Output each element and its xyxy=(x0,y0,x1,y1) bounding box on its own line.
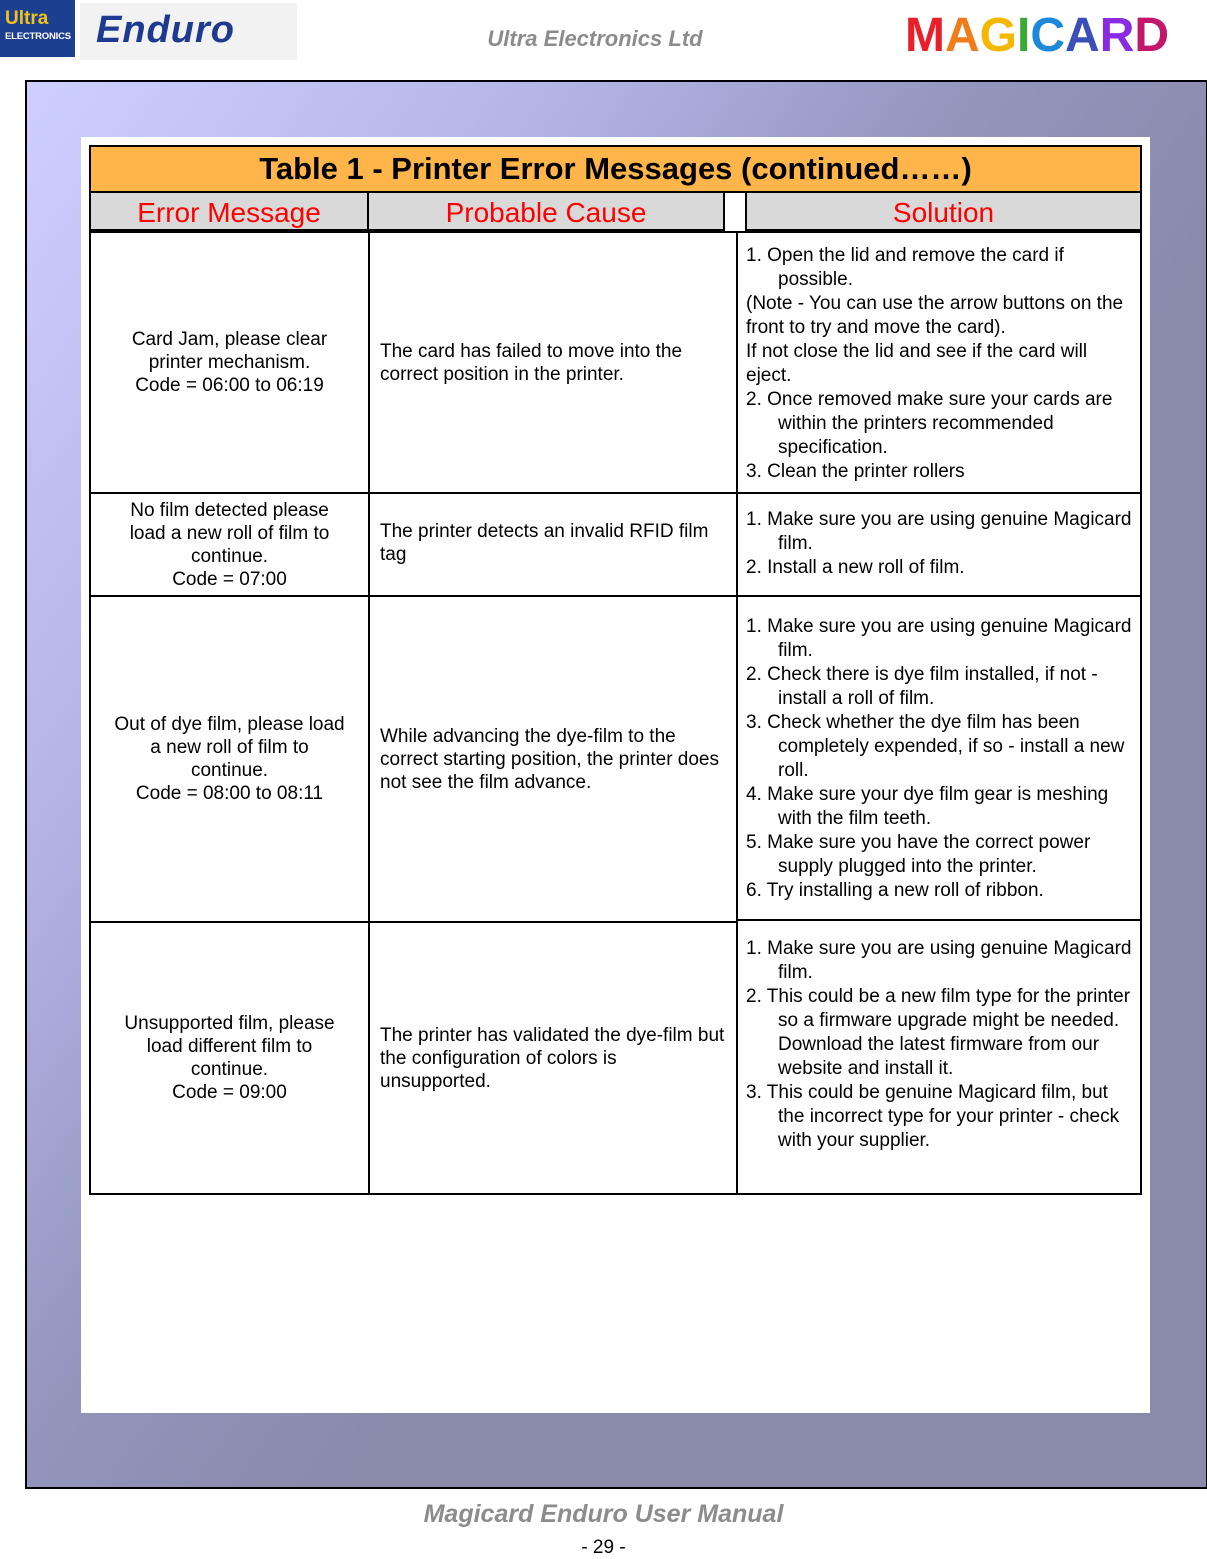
error-line: Code = 09:00 xyxy=(172,1082,287,1103)
solution-step: 6. Try installing a new roll of ribbon. xyxy=(746,880,1044,901)
solution-step: 2. Install a new roll of film. xyxy=(746,557,965,578)
error-line: load a new roll of film to xyxy=(129,522,330,544)
error-line: Card Jam, please clear xyxy=(131,329,328,350)
enduro-logo xyxy=(80,3,297,60)
table-row-4-error xyxy=(89,921,370,1195)
solution-step: 3. Clean the printer rollers xyxy=(746,461,965,482)
table-row-3-solution xyxy=(736,595,1142,921)
enduro-logo-text: Enduro xyxy=(96,9,235,51)
table-row-4-solution xyxy=(736,919,1142,1195)
solution-step: 1. Make sure you are using genuine Magicard film. xyxy=(746,938,1132,983)
solution-note: (Note - You can use the arrow buttons on the front to try and move the card). xyxy=(746,293,1124,338)
error-line: No film detected please xyxy=(130,499,329,521)
error-line: continue. xyxy=(190,545,269,567)
table-row-2-solution xyxy=(736,492,1142,597)
cause-text: The card has failed to move into the correct position in the printer. xyxy=(380,340,683,385)
solution-step: 5. Make sure you have the correct power supply plugged into the printer. xyxy=(746,832,1091,877)
magicard-logo-letter: D xyxy=(1134,9,1170,62)
col-header-solution: Solution xyxy=(745,191,1142,231)
magicard-logo-letter: M xyxy=(905,9,945,62)
magicard-logo-letter: A xyxy=(1065,9,1100,62)
error-line: Code = 07:00 xyxy=(172,568,287,590)
table-row-1-error xyxy=(89,231,370,494)
col-header-probable-cause: Probable Cause xyxy=(367,191,725,231)
solution-step: 2. This could be a new film type for the printer so a firmware upgrade might be needed. Download the latest firmware from our website and install it. xyxy=(746,986,1131,1079)
error-line: Code = 06:00 to 06:19 xyxy=(135,375,324,396)
error-line: Code = 08:00 to 08:11 xyxy=(135,783,324,804)
page-number: - 29 - xyxy=(581,1537,626,1558)
table-row-3-cause xyxy=(368,595,738,923)
solution-step: 4. Make sure your dye film gear is meshing with the film teeth. xyxy=(746,784,1109,829)
table-row-1-solution xyxy=(736,231,1142,494)
solution-step: 2. Once removed make sure your cards are within the printers recommended specification. xyxy=(746,389,1113,458)
table-row-2-cause xyxy=(368,492,738,597)
error-line: Out of dye film, please load xyxy=(114,714,345,735)
ultra-electronics-logo xyxy=(0,0,75,57)
solution-step: 1. Make sure you are using genuine Magicard film. xyxy=(746,509,1132,554)
col-header-error-message: Error Message xyxy=(89,191,369,231)
table-row-1-cause xyxy=(368,231,738,494)
solution-step: 1. Make sure you are using genuine Magicard film. xyxy=(746,616,1132,661)
magicard-logo-letter: R xyxy=(1099,9,1135,62)
solution-step: 1. Open the lid and remove the card if possible. xyxy=(746,245,1064,290)
solution-step: 3. Check whether the dye film has been completely expended, if so - install a new roll. xyxy=(746,712,1125,781)
magicard-logo-letter: I xyxy=(1017,9,1031,62)
error-line: continue. xyxy=(190,1059,269,1080)
error-line: Unsupported film, please xyxy=(124,1013,335,1034)
error-line: a new roll of film to xyxy=(150,737,309,758)
table-title: Table 1 - Printer Error Messages (continued……) xyxy=(89,145,1142,193)
ultra-logo-line1: Ultra xyxy=(5,8,49,29)
error-line: load different film to xyxy=(146,1036,313,1057)
cause-text: The printer detects an invalid RFID film tag xyxy=(380,521,709,565)
table-row-2-error xyxy=(89,492,370,597)
magicard-logo-letter: A xyxy=(944,9,980,62)
cause-text: While advancing the dye-film to the correct starting position, the printer does not see the film advance. xyxy=(380,725,720,793)
solution-note: If not close the lid and see if the card will eject. xyxy=(746,341,1088,386)
error-line: printer mechanism. xyxy=(148,352,311,373)
solution-step: 3. This could be genuine Magicard film, but the incorrect type for your printer - check with your supplier. xyxy=(746,1082,1120,1151)
solution-step: 2. Check there is dye film installed, if not - install a roll of film. xyxy=(746,664,1098,709)
error-line: continue. xyxy=(190,760,269,781)
magicard-logo-letter: G xyxy=(979,9,1017,62)
cause-text: The printer has validated the dye-film but the configuration of colors is unsupported. xyxy=(380,1024,725,1092)
magicard-logo-letter: C xyxy=(1030,9,1066,62)
table-row-4-cause xyxy=(368,921,738,1195)
magicard-logo xyxy=(905,9,1170,62)
company-name: Ultra Electronics Ltd xyxy=(487,26,703,51)
manual-title: Magicard Enduro User Manual xyxy=(423,1500,784,1528)
table-row-3-error xyxy=(89,595,370,923)
ultra-logo-line2: ELECTRONICS xyxy=(5,31,71,42)
